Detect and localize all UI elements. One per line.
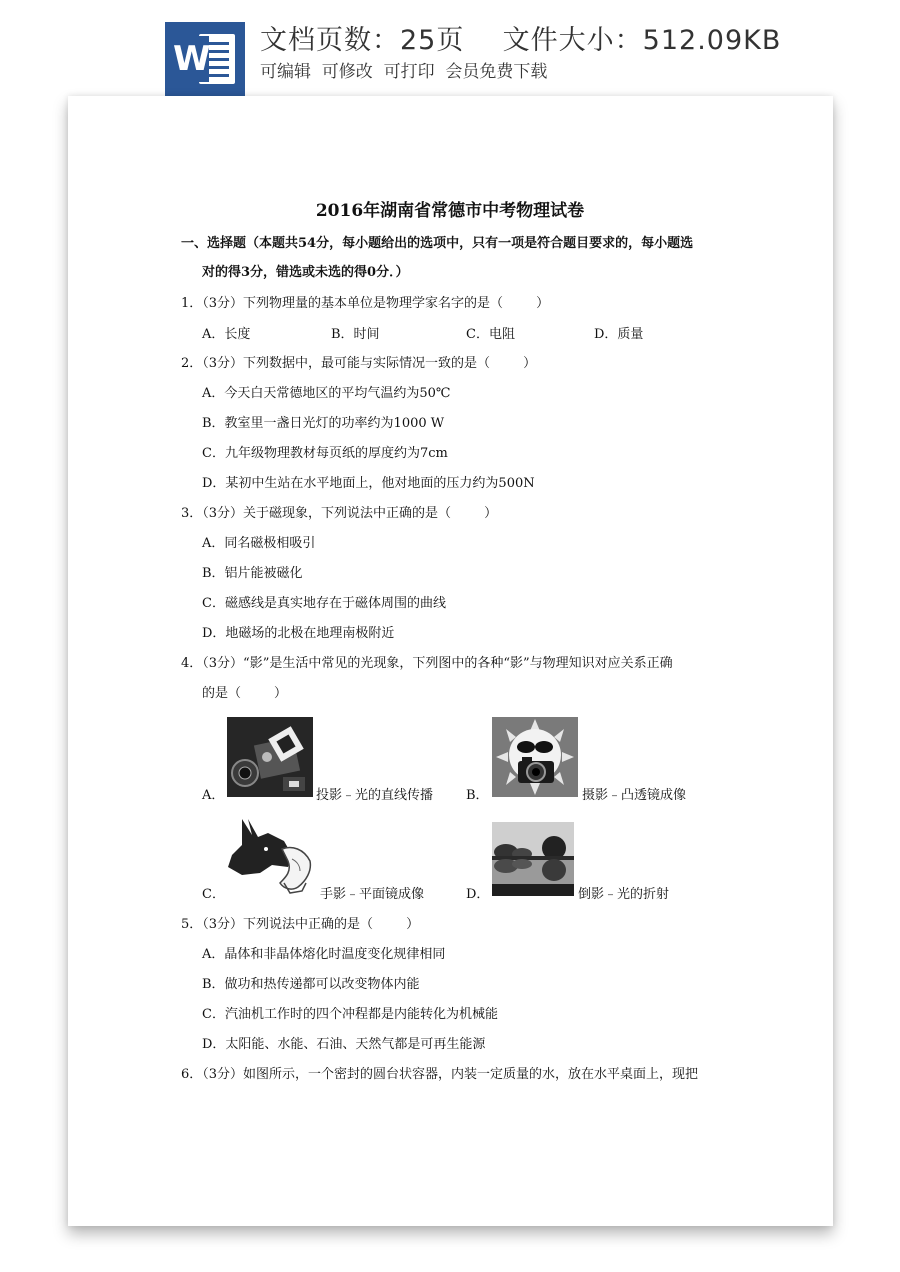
question-4-option-d-letter: D． xyxy=(466,887,490,902)
camera-sun-picture xyxy=(492,717,578,797)
question-1-option-c: C．电阻 xyxy=(466,327,515,342)
projector-shadow-picture xyxy=(227,717,313,797)
hand-shadow-illustration xyxy=(222,815,318,895)
document-info-title: 文档页数：25页 文件大小：512.09KB xyxy=(260,25,782,56)
reflection-picture xyxy=(492,822,574,896)
question-1-stem: 1．（3分）下列物理量的基本单位是物理学家名字的是（ ） xyxy=(181,296,550,311)
question-1-option-d: D．质量 xyxy=(594,327,644,342)
question-4-option-a-letter: A． xyxy=(202,788,225,803)
sun-camera-illustration xyxy=(492,717,578,797)
question-4-stem-line1: 4．（3分）“影”是生活中常见的光现象，下列图中的各种“影”与物理知识对应关系正确 xyxy=(181,656,673,671)
question-1-option-b: B．时间 xyxy=(331,327,380,342)
question-2-option-b: B．教室里一盏日光灯的功率约为1000 W xyxy=(202,416,445,431)
question-5-option-d: D．太阳能、水能、石油、天然气都是可再生能源 xyxy=(202,1037,486,1052)
document-info-subtitle: 可编辑 可修改 可打印 会员免费下载 xyxy=(260,62,548,82)
question-2-stem: 2．（3分）下列数据中，最可能与实际情况一致的是（ ） xyxy=(181,356,537,371)
question-5-stem: 5．（3分）下列说法中正确的是（ ） xyxy=(181,917,420,932)
question-4-option-b-letter: B． xyxy=(466,788,489,803)
question-4-option-d-caption: 倒影﹣光的折射 xyxy=(578,887,670,902)
question-3-option-a: A．同名磁极相吸引 xyxy=(202,536,316,551)
hand-shadow-picture xyxy=(222,815,318,895)
question-2-option-c: C．九年级物理教材每页纸的厚度约为7cm xyxy=(202,446,448,461)
question-6-stem: 6．（3分）如图所示，一个密封的圆台状容器，内装一定质量的水，放在水平桌面上，现把 xyxy=(181,1067,699,1082)
lake-reflection-illustration xyxy=(492,822,574,896)
question-4-option-b-caption: 摄影﹣凸透镜成像 xyxy=(582,788,687,803)
question-3-option-d: D．地磁场的北极在地理南极附近 xyxy=(202,626,395,641)
question-2-option-a: A．今天白天常德地区的平均气温约为50℃ xyxy=(202,386,451,401)
exam-title: 2016年湖南省常德市中考物理试卷 xyxy=(315,201,585,221)
question-4-option-c-caption: 手影﹣平面镜成像 xyxy=(320,887,425,902)
question-1-option-a: A．长度 xyxy=(202,327,251,342)
section-heading-line2: 对的得3分，错选或未选的得0分．） xyxy=(202,265,409,280)
question-5-option-a: A．晶体和非晶体熔化时温度变化规律相同 xyxy=(202,947,446,962)
word-document-icon xyxy=(165,22,245,96)
section-heading-line1: 一、选择题（本题共54分，每小题给出的选项中，只有一项是符合题目要求的，每小题选 xyxy=(181,236,694,251)
question-3-stem: 3．（3分）关于磁现象，下列说法中正确的是（ ） xyxy=(181,506,498,521)
question-5-option-c: C．汽油机工作时的四个冲程都是内能转化为机械能 xyxy=(202,1007,498,1022)
question-4-option-a-caption: 投影﹣光的直线传播 xyxy=(316,788,434,803)
question-3-option-c: C．磁感线是真实地存在于磁体周围的曲线 xyxy=(202,596,446,611)
projector-illustration xyxy=(227,717,313,797)
question-4-option-c-letter: C． xyxy=(202,887,225,902)
question-2-option-d: D．某初中生站在水平地面上，他对地面的压力约为500N xyxy=(202,476,535,491)
question-5-option-b: B．做功和热传递都可以改变物体内能 xyxy=(202,977,420,992)
question-3-option-b: B．铝片能被磁化 xyxy=(202,566,303,581)
question-4-stem-line2: 的是（ ） xyxy=(202,686,288,701)
word-icon-letter: W xyxy=(173,36,209,82)
